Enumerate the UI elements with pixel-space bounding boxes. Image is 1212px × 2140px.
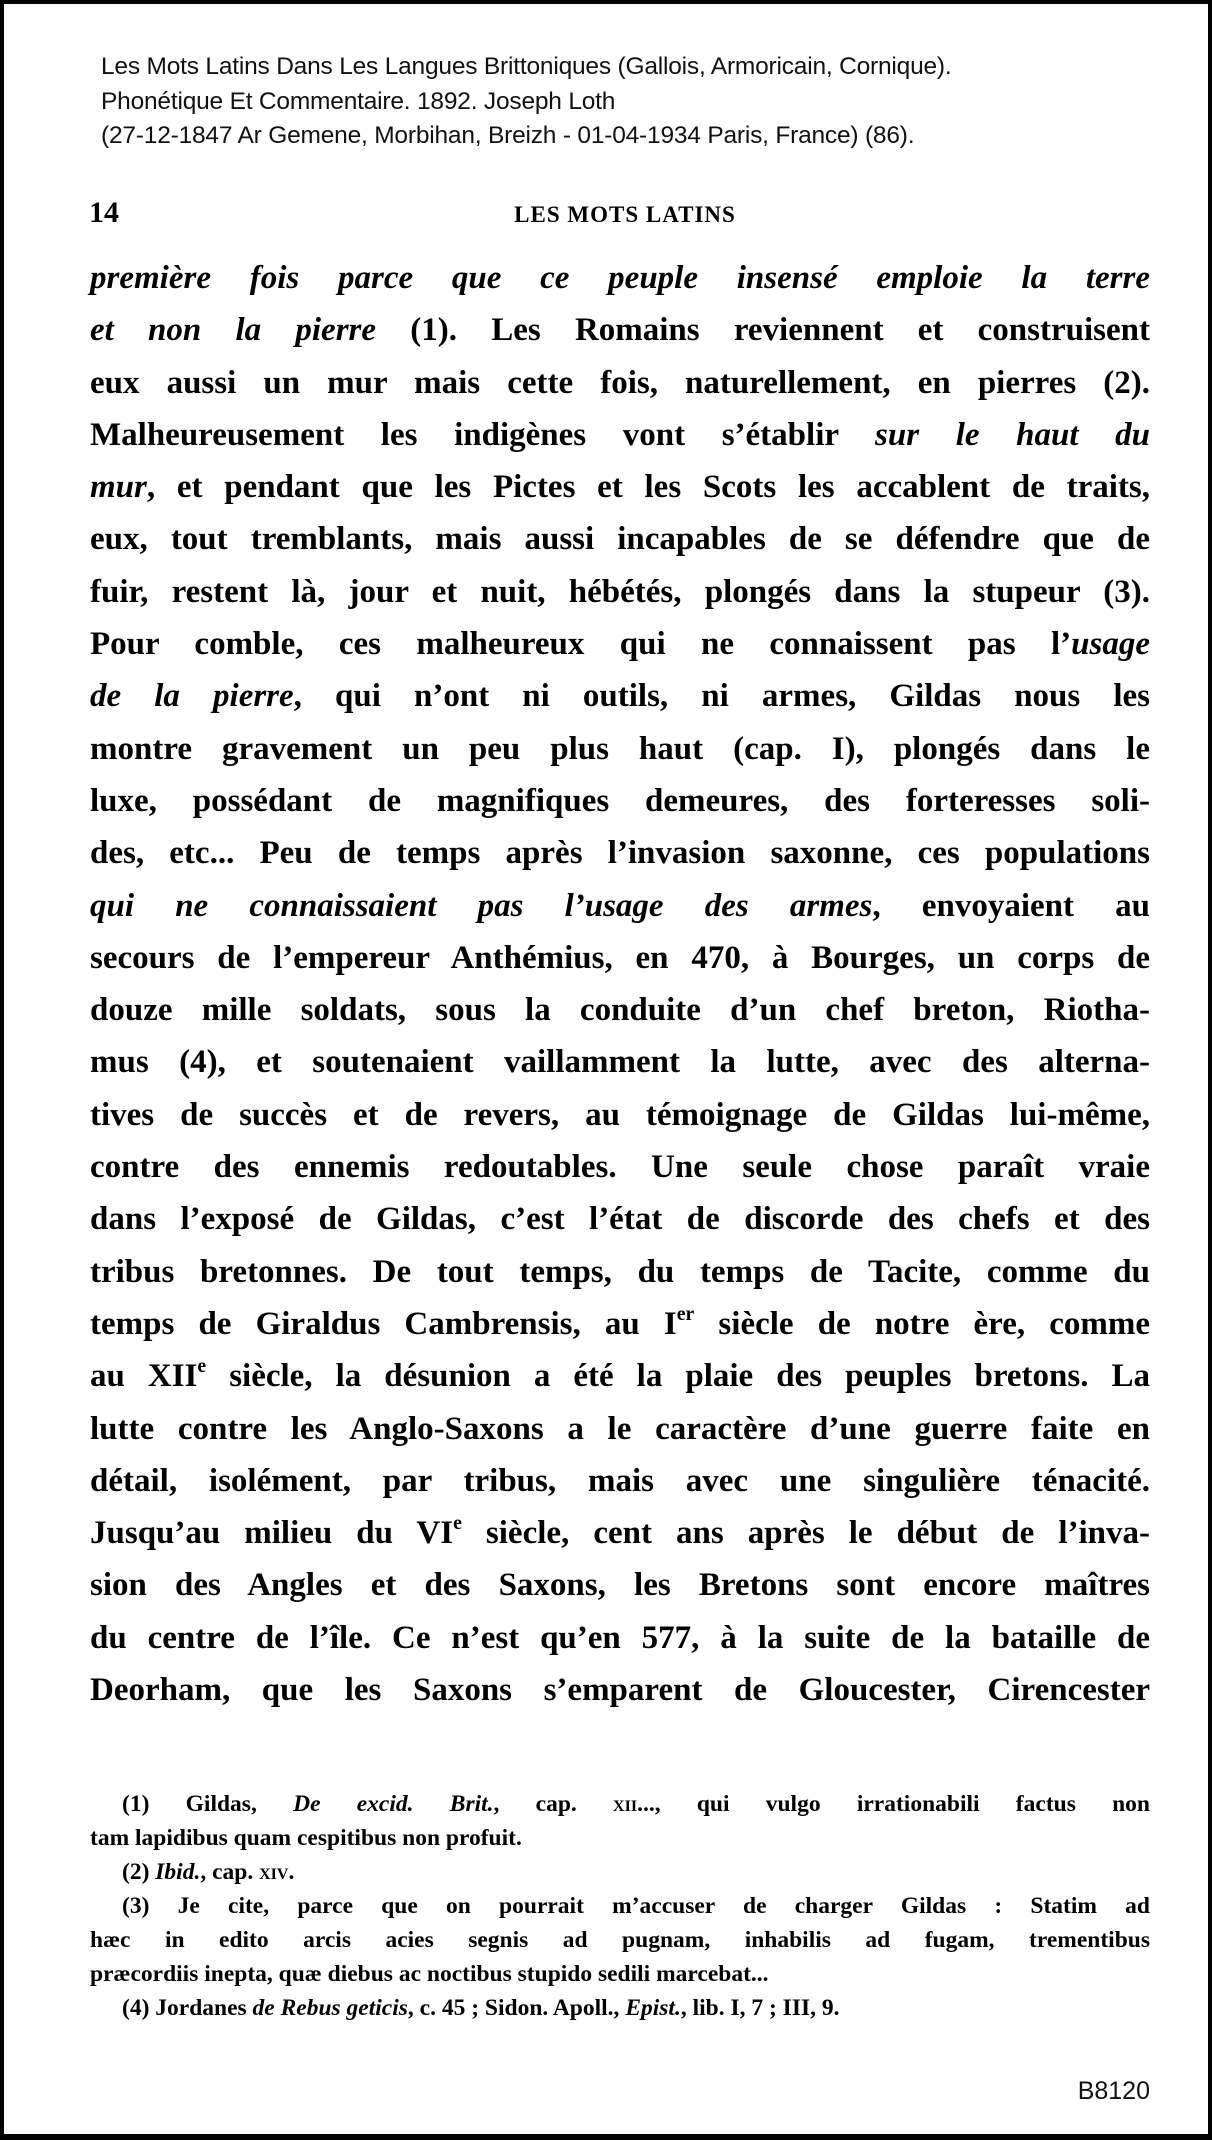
text-line	[90, 618, 1150, 670]
text-segment: eux, tout tremblants, mais aussi incapables de se défendre que de	[90, 521, 1150, 558]
text-line	[90, 566, 1150, 618]
footnote-line	[90, 1957, 1150, 1991]
page-number: 14	[89, 196, 119, 229]
citation-line: (27-12-1847 Ar Gemene, Morbihan, Breizh - 01-04-1934 Paris, France) (86).	[101, 122, 915, 149]
text-segment: , c. 45 ; Sidon. Apoll.,	[407, 1995, 626, 2021]
text-segment: luxe, possédant de magnifiques demeures, des forteresses soli-	[90, 782, 1150, 819]
text-line	[90, 409, 1150, 461]
text-line	[90, 827, 1150, 879]
text-segment: , et pendant que les Pictes et les Scots les accablent de traits,	[146, 469, 1150, 506]
text-segment: siècle, la désunion a été la plaie des peuples bretons. La	[206, 1358, 1150, 1395]
footnote-line	[90, 1821, 1150, 1855]
italic-text: Epist.	[625, 1995, 681, 2021]
text-line	[90, 1507, 1150, 1559]
text-segment: mus (4), et soutenaient vaillamment la lutte, avec des alterna-	[90, 1044, 1150, 1081]
citation-line: Les Mots Latins Dans Les Langues Brittoniques (Gallois, Armoricain, Cornique).	[101, 53, 952, 80]
text-segment: tam lapidibus quam cespitibus non profuit.	[90, 1825, 522, 1851]
text-segment: tives de succès et de revers, au témoignage de Gildas lui-même,	[90, 1096, 1150, 1133]
text-line	[90, 1350, 1150, 1402]
text-line	[90, 1193, 1150, 1245]
text-segment: dans l’exposé de Gildas, c’est l’état de discorde des chefs et des	[90, 1201, 1150, 1238]
catalog-code: B8120	[1077, 2077, 1150, 2105]
small-caps-text: xii	[613, 1791, 638, 1817]
footnote-line	[90, 1923, 1150, 1957]
footnotes	[90, 1787, 1150, 2025]
superscript: e	[453, 1512, 462, 1535]
small-caps-text: xiv	[259, 1859, 289, 1885]
superscript: e	[197, 1355, 207, 1378]
text-segment: (2)	[122, 1859, 156, 1885]
text-line	[90, 1455, 1150, 1507]
text-segment: tribus bretonnes. De tout temps, du temps de Tacite, comme du	[90, 1253, 1150, 1290]
text-segment: du centre de l’île. Ce n’est qu’en 577, à la suite de la bataille de	[90, 1619, 1150, 1656]
text-segment: (1) Gildas,	[122, 1791, 294, 1817]
footnote-line	[90, 1889, 1150, 1923]
text-segment: fuir, restent là, jour et nuit, hébétés, plongés dans la stupeur (3).	[90, 573, 1150, 610]
text-line	[90, 304, 1150, 356]
text-segment: détail, isolément, par tribus, mais avec une singulière ténacité.	[90, 1462, 1150, 1499]
italic-text: Ibid.	[155, 1859, 201, 1885]
text-segment: douze mille soldats, sous la conduite d’un chef breton, Riotha-	[90, 992, 1150, 1029]
text-line	[90, 513, 1150, 565]
text-segment: , envoyaient au	[872, 887, 1150, 924]
text-segment: secours de l’empereur Anthémius, en 470, à Bourges, un corps de	[90, 939, 1150, 976]
text-segment: Jusqu’au milieu du VI	[90, 1515, 454, 1552]
text-line	[90, 880, 1150, 932]
text-segment: lutte contre les Anglo-Saxons a le caractère d’une guerre faite en	[90, 1410, 1150, 1447]
italic-text: mur	[90, 469, 147, 506]
text-segment: temps de Giraldus Cambrensis, au I	[90, 1305, 677, 1342]
text-line	[90, 1089, 1150, 1141]
text-line	[90, 1559, 1150, 1611]
text-line	[90, 461, 1150, 513]
text-segment: Deorham, que les Saxons s’emparent de Gloucester, Cirencester	[90, 1672, 1150, 1709]
text-segment: præcordiis inepta, quæ diebus ac noctibus stupido sedili marcebat...	[90, 1961, 769, 1987]
text-line	[90, 1036, 1150, 1088]
text-segment: Malheureusement les indigènes vont s’établir	[90, 416, 876, 453]
italic-text: De excid. Brit.	[293, 1791, 494, 1817]
text-line	[90, 252, 1150, 304]
text-segment: Pour comble, ces malheureux qui ne connaissent pas l’	[90, 626, 1072, 663]
italic-text: de Rebus geticis	[252, 1995, 408, 2021]
text-segment: au XII	[90, 1358, 198, 1395]
text-line	[90, 670, 1150, 722]
footnote-line	[90, 1787, 1150, 1821]
text-segment: ..., qui vulgo irrationabili factus non	[637, 1791, 1151, 1817]
text-line	[90, 357, 1150, 409]
text-line	[90, 1664, 1150, 1716]
italic-text: sur le haut du	[875, 416, 1150, 453]
text-segment: contre des ennemis redoutables. Une seule chose paraît vraie	[90, 1149, 1150, 1186]
italic-text: usage	[1071, 626, 1150, 663]
superscript: er	[676, 1303, 695, 1326]
text-line	[90, 1298, 1150, 1350]
italic-text: et non la pierre	[90, 312, 377, 349]
text-segment: (1). Les Romains reviennent et construisent	[376, 312, 1150, 349]
footnote-line	[90, 1991, 1150, 2025]
italic-text: première fois parce que ce peuple insensé emploie la terre	[90, 260, 1150, 296]
text-line	[90, 1246, 1150, 1298]
text-line	[90, 984, 1150, 1036]
text-segment: hæc in edito arcis acies segnis ad pugnam, inhabilis ad fugam, trementibus	[90, 1927, 1150, 1953]
citation-line: Phonétique Et Commentaire. 1892. Joseph Loth	[101, 87, 616, 115]
text-segment: , qui n’ont ni outils, ni armes, Gildas nous les	[293, 678, 1150, 715]
text-segment: , cap.	[200, 1859, 260, 1885]
text-segment: sion des Angles et des Saxons, les Bretons sont encore maîtres	[90, 1567, 1150, 1604]
text-segment: , lib. I, 7 ; III, 9.	[680, 1995, 840, 2021]
text-line	[90, 1403, 1150, 1455]
body-text	[90, 252, 1150, 1716]
text-line	[90, 1141, 1150, 1193]
running-head: LES MOTS LATINS	[514, 202, 736, 227]
text-segment: .	[288, 1859, 295, 1885]
text-segment: (4) Jordanes	[122, 1995, 253, 2021]
italic-text: de la pierre	[90, 678, 294, 715]
text-line	[90, 932, 1150, 984]
text-segment: , cap.	[493, 1791, 614, 1817]
text-segment: siècle, cent ans après le début de l’inva-	[461, 1515, 1150, 1552]
text-segment: eux aussi un mur mais cette fois, naturellement, en pierres (2).	[90, 364, 1150, 401]
text-line	[90, 1612, 1150, 1664]
text-segment: montre gravement un peu plus haut (cap. I), plongés dans le	[90, 730, 1150, 767]
text-segment: des, etc... Peu de temps après l’invasion saxonne, ces populations	[90, 835, 1150, 872]
text-line	[90, 775, 1150, 827]
footnote-line	[90, 1855, 1150, 1889]
book-citation-header	[101, 50, 952, 154]
italic-text: qui ne connaissaient pas l’usage des armes	[90, 887, 873, 924]
text-segment: siècle de notre ère, comme	[694, 1305, 1151, 1342]
text-segment: (3) Je cite, parce que on pourrait m’accuser de charger Gildas : Statim ad	[122, 1893, 1150, 1919]
text-line	[90, 723, 1150, 775]
